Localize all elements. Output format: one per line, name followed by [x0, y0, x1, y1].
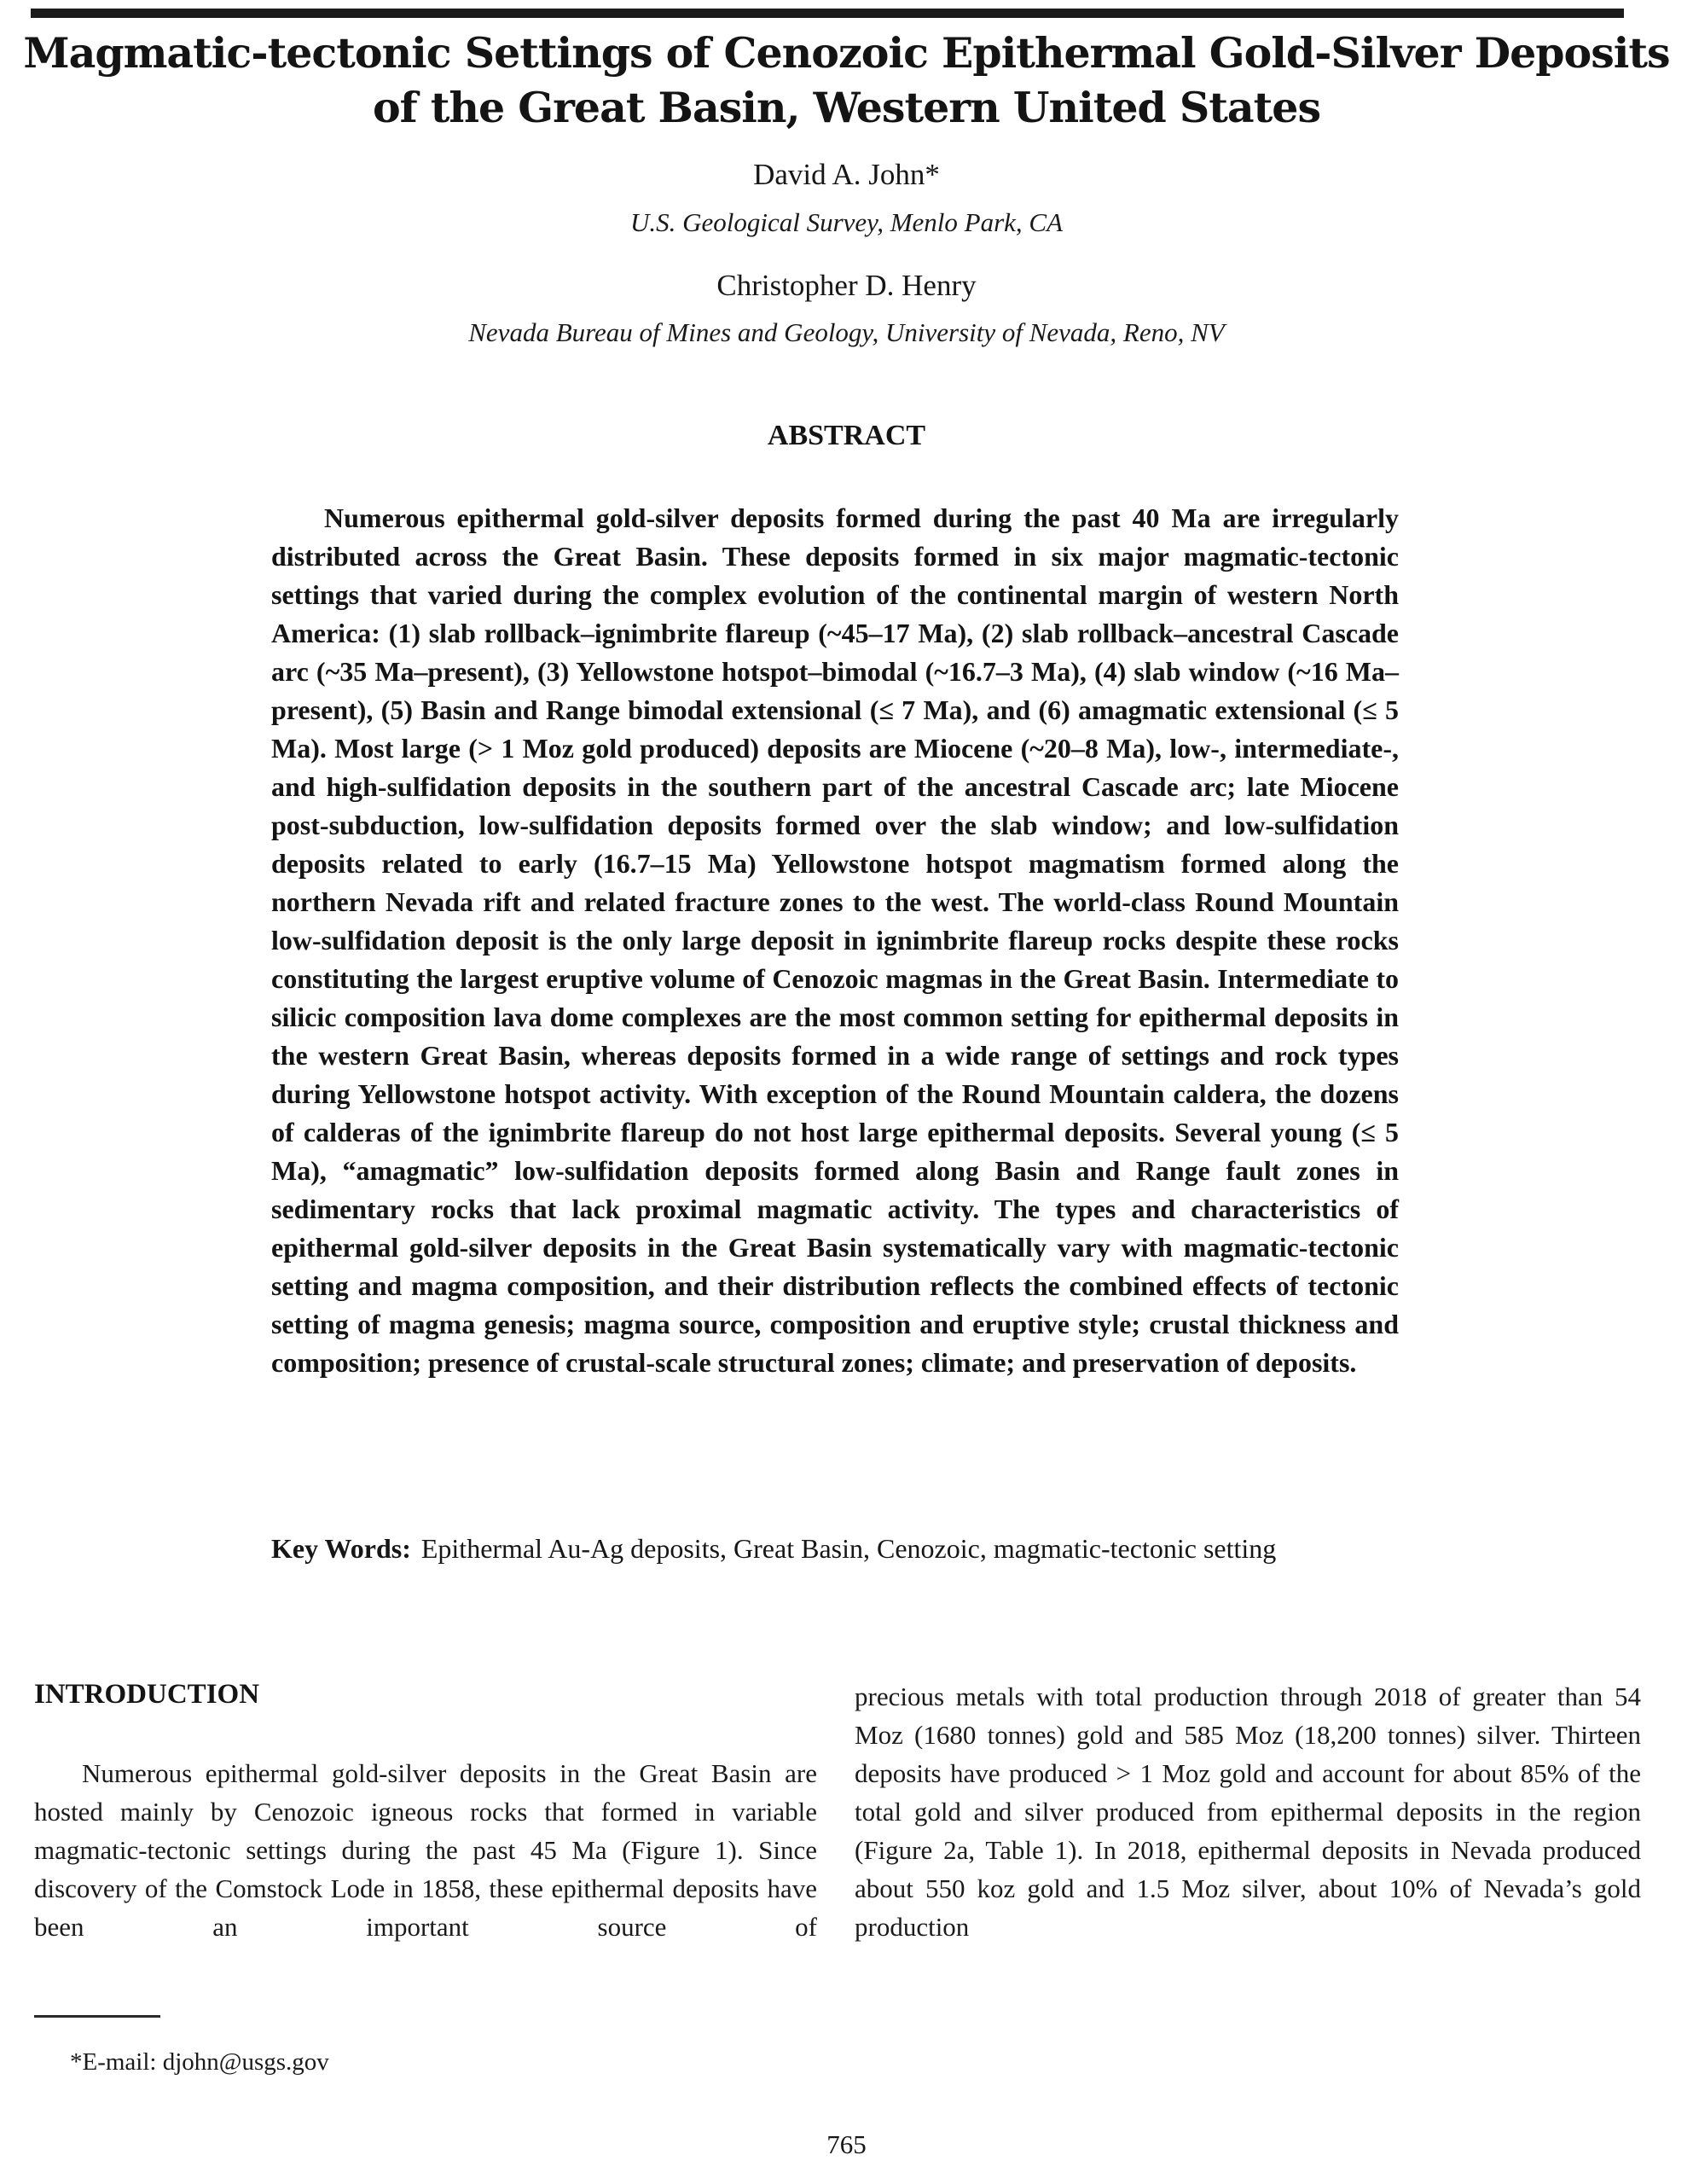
right-column	[855, 1677, 1641, 1946]
top-rule	[31, 9, 1624, 18]
footnote-email: *E-mail: djohn@usgs.gov	[70, 2048, 329, 2076]
introduction-paragraph-right: precious metals with total production through 2018 of greater than 54 Moz (1680 tonnes) gold and 585 Moz (18,200 tonnes) silver. Thirteen deposits have produced > 1 Moz gold and account for about 85% of the total gold and silver produced from epithermal deposits in the region (Figure 2a, Table 1). In 2018, epithermal deposits in Nevada produced about 550 koz gold and 1.5 Moz silver, about 10% of Nevada’s gold production	[855, 1682, 1641, 1942]
abstract-heading: ABSTRACT	[767, 420, 926, 451]
introduction-heading: INTRODUCTION	[34, 1679, 260, 1710]
keywords-line	[271, 1529, 1399, 1568]
footnote-rule	[34, 2015, 160, 2018]
author-2-name: Christopher D. Henry	[716, 269, 977, 302]
keywords-label: Key Words:	[271, 1533, 411, 1564]
footnote	[34, 2015, 817, 2077]
paper-title-line-2: of the Great Basin, Western United States	[372, 83, 1321, 132]
abstract-text: Numerous epithermal gold-silver deposits formed during the past 40 Ma are irregularly distributed across the Great Basin. These deposits formed in six major magmatic-tectonic settings that varied during the complex evolution of the continental margin of western North America: (1) slab rollback–ignimbrite flareup (~45–17 Ma), (2) slab rollback–ancestral Cascade arc (~35 Ma–present), (3) Yellowstone hotspot–bimodal (~16.7–3 Ma), (4) slab window (~16 Ma–present), (5) Basin and Range bimodal extensional (≤ 7 Ma), and (6) amagmatic extensional (≤ 5 Ma). Most large (> 1 Moz gold produced) deposits are Miocene (~20–8 Ma), low-, intermediate-, and high-sulfidation deposits in the southern part of the ancestral Cascade arc; late Miocene post-subduction, low-sulfidation deposits formed over the slab window; and low-sulfidation deposits related to early (16.7–15 Ma) Yellowstone hotspot magmatism formed along the northern Nevada rift and related fracture zones to the west. The world-class Round Mountain low-sulfidation deposit is the only large deposit in ignimbrite flareup rocks despite these rocks constituting the largest eruptive volume of Cenozoic magmas in the Great Basin. Intermediate to silicic composition lava dome complexes are the most common setting for epithermal deposits in the western Great Basin, whereas deposits formed in a wide range of settings and rock types during Yellowstone hotspot activity. With exception of the Round Mountain caldera, the dozens of calderas of the ignimbrite flareup do not host large epithermal deposits. Several young (≤ 5 Ma), “amagmatic” low-sulfidation deposits formed along Basin and Range fault zones in sedimentary rocks that lack proximal magmatic activity. The types and characteristics of epithermal gold-silver deposits in the Great Basin systematically vary with magmatic-tectonic setting and magma composition, and their distribution reflects the combined effects of tectonic setting of magma genesis; magma source, composition and eruptive style; crustal thickness and composition; presence of crustal-scale structural zones; climate; and preservation of deposits.	[271, 502, 1399, 1378]
introduction-paragraph-left: Numerous epithermal gold-silver deposits in the Great Basin are hosted mainly by Cenozoic igneous rocks that formed in variable magmatic-tectonic settings during the past 45 Ma (Figure 1). Since discovery of the Comstock Lode in 1858, these epithermal deposits have been an important source of	[34, 1758, 817, 1942]
page-number: 765	[826, 2129, 867, 2159]
author-1-affiliation: U.S. Geological Survey, Menlo Park, CA	[629, 207, 1064, 237]
paper-title-line-1: Magmatic-tectonic Settings of Cenozoic Epithermal Gold-Silver Deposits	[23, 28, 1670, 78]
keywords-text: Epithermal Au-Ag deposits, Great Basin, Cenozoic, magmatic-tectonic setting	[420, 1533, 1277, 1564]
author-1-name: David A. John*	[753, 158, 940, 191]
author-2-affiliation: Nevada Bureau of Mines and Geology, University of Nevada, Reno, NV	[468, 317, 1225, 347]
left-column	[34, 1677, 817, 1946]
paper-title	[0, 26, 1693, 135]
